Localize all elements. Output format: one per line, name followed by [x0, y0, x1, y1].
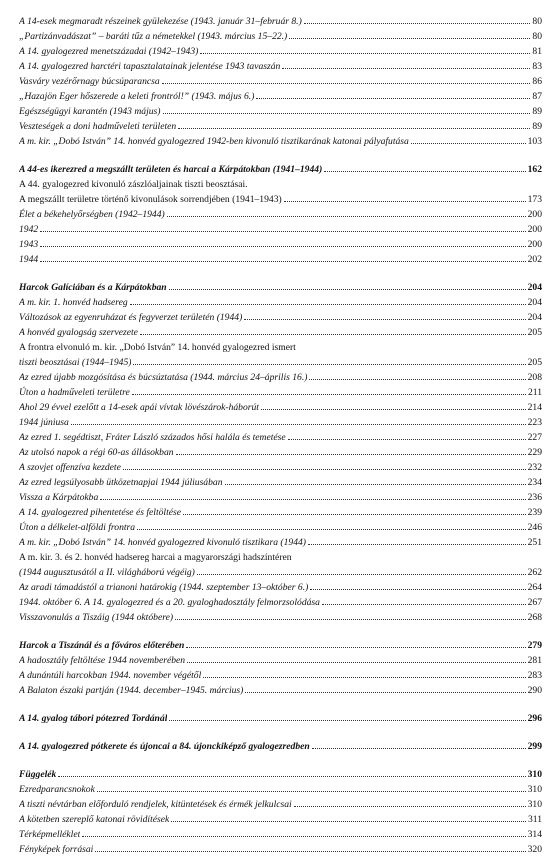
toc-page-number: 200 — [527, 239, 542, 250]
toc-entry — [19, 400, 542, 415]
toc-page-number: 296 — [527, 713, 542, 724]
toc-page-number: 281 — [527, 655, 542, 666]
toc-page-number: 268 — [527, 612, 542, 623]
toc-entry-title: Függelék — [19, 769, 57, 780]
dot-leader — [324, 171, 525, 172]
dot-leader — [169, 720, 525, 721]
toc-section-heading — [19, 767, 542, 782]
toc-page-number: 162 — [527, 164, 542, 175]
toc-entry — [19, 415, 542, 430]
toc-entry — [19, 134, 542, 149]
toc-entry-title: A Balaton északi partján (1944. december–1945. március) — [19, 685, 244, 696]
dot-leader — [97, 791, 526, 792]
toc-entry — [19, 207, 542, 222]
dot-leader — [322, 604, 526, 605]
toc-page-number: 80 — [532, 16, 542, 27]
toc-page-number: 314 — [527, 829, 542, 840]
toc-page-number: 200 — [527, 209, 542, 220]
toc-entry — [19, 74, 542, 89]
toc-page-number: 251 — [527, 537, 542, 548]
toc-page-number: 229 — [527, 447, 542, 458]
dot-leader — [132, 394, 526, 395]
toc-page-number: 310 — [527, 769, 542, 780]
dot-leader — [294, 806, 526, 807]
toc-entry-title: Élet a békehelyőrségben (1942–1944) — [19, 209, 165, 220]
toc-page-number: 227 — [527, 432, 542, 443]
dot-leader — [187, 662, 526, 663]
dot-leader — [304, 23, 531, 24]
toc-entry — [19, 595, 542, 610]
toc-page-number: 262 — [527, 567, 542, 578]
toc-entry-title: 1942 — [19, 224, 39, 235]
toc-entry — [19, 782, 542, 797]
toc-entry-title: Az ezred legsúlyosabb ütközetnapjai 1944 júliusában — [19, 477, 223, 488]
toc-page-number: 211 — [527, 387, 542, 398]
toc-entry-title: A hadosztály feltöltése 1944 novemberében — [19, 655, 186, 666]
dot-leader — [162, 83, 531, 84]
toc-entry — [19, 520, 542, 535]
toc-entry — [19, 490, 542, 505]
toc-entry-title: Úton a délkelet-alföldi frontra — [19, 522, 136, 533]
toc-entry — [19, 445, 542, 460]
dot-leader — [100, 499, 525, 500]
toc-entry-title: Úton a hadműveleti területre — [19, 387, 130, 398]
dot-leader — [310, 589, 525, 590]
toc-page-number: 234 — [527, 477, 542, 488]
toc-entry — [19, 192, 542, 207]
toc-page-number: 89 — [532, 121, 542, 132]
toc-entry — [19, 550, 542, 565]
toc-entry-title: A 14. gyalogezred harctéri tapasztalatainak jelentése 1943 tavaszán — [19, 61, 281, 72]
toc-entry-title: Ezredparancsnokok — [19, 784, 95, 795]
toc-entry-title: A 14-esek megmaradt részeinek gyülekezése (1943. január 31–február 8.) — [19, 16, 302, 27]
toc-page-number: 267 — [527, 597, 542, 608]
toc-entry-title: 1944 — [19, 254, 39, 265]
toc-entry-title: A szovjet offenzíva kezdete — [19, 462, 121, 473]
dot-leader — [284, 201, 526, 202]
toc-entry-title: A tiszti névtárban előforduló rendjelek, kitüntetések és érmék jelkulcsai — [19, 799, 292, 810]
toc-entry-title: Ahol 29 évvel ezelőtt a 14-esek apái vívtak lövészárok-háborút — [19, 402, 259, 413]
toc-entry-title: 1943 — [19, 239, 39, 250]
toc-entry — [19, 44, 542, 59]
dot-leader — [312, 748, 526, 749]
toc-page-number: 232 — [527, 462, 542, 473]
toc-entry-title: A 14. gyalogezred pihentetése és feltöltése — [19, 507, 181, 518]
dot-leader — [197, 574, 526, 575]
toc-entry-title: (1944 augusztusától a II. világháború végéig) — [19, 567, 195, 578]
toc-entry — [19, 252, 542, 267]
toc-section-heading — [19, 638, 542, 653]
toc-page-number: 205 — [527, 327, 542, 338]
dot-leader — [171, 821, 526, 822]
dot-leader — [169, 289, 526, 290]
toc-entry — [19, 505, 542, 520]
toc-page-number: 311 — [527, 814, 542, 825]
toc-entry-title: A m. kir. „Dobó István” 14. honvéd gyalogezred 1942-ben kivonuló tisztikarának katonai pályafutása — [19, 136, 409, 147]
toc-entry-title: Harcok a Tiszánál és a főváros előterében — [19, 640, 185, 651]
toc-entry-title: A megszállt területre történő kivonulások sorrendjében (1941–1943) — [19, 194, 282, 205]
dot-leader — [288, 439, 526, 440]
toc-page-number: 279 — [527, 640, 542, 651]
toc-entry-title: A 14. gyalog tábori pótezred Tordánál — [19, 713, 168, 724]
toc-entry — [19, 295, 542, 310]
dot-leader — [71, 424, 526, 425]
toc-entry-title: Egészségügyi karantén (1943 május) — [19, 106, 161, 117]
toc-entry-title: Az ezred 1. segédtiszt, Fráter László százados hősi halála és temetése — [19, 432, 286, 443]
toc-page-number: 310 — [527, 799, 542, 810]
toc-page-number: 86 — [532, 76, 542, 87]
toc-entry — [19, 827, 542, 842]
toc-entry-title: Vasváry vezérőrnagy búcsúparancsa — [19, 76, 160, 87]
toc-entry — [19, 119, 542, 134]
toc-entry — [19, 797, 542, 812]
toc-entry-title: A honvéd gyalogság szervezete — [19, 327, 138, 338]
toc-entry — [19, 325, 542, 340]
dot-leader — [178, 128, 530, 129]
section-gap — [19, 149, 542, 162]
toc-entry-title: A 14. gyalogezred pótkerete és újoncai a 84. újonckiképző gyalogezredben — [19, 741, 310, 752]
dot-leader — [130, 304, 526, 305]
toc-entry — [19, 610, 542, 625]
toc-entry-title: 1944. október 6. A 14. gyalogezred és a 20. gyaloghadosztály felmorzsolódása — [19, 597, 320, 608]
toc-page-number: 204 — [527, 282, 542, 293]
toc-page-number: 264 — [527, 582, 542, 593]
toc-page-number: 202 — [527, 254, 542, 265]
toc-page-number: 208 — [527, 372, 542, 383]
dot-leader — [411, 143, 526, 144]
toc-entry — [19, 29, 542, 44]
toc-entry — [19, 237, 542, 252]
dot-leader — [186, 647, 525, 648]
toc-section-heading — [19, 739, 542, 754]
dot-leader — [40, 246, 525, 247]
toc-entry — [19, 842, 542, 857]
dot-leader — [282, 68, 530, 69]
toc-page-number: 246 — [527, 522, 542, 533]
dot-leader — [225, 484, 526, 485]
dot-leader — [245, 692, 525, 693]
toc-page-number: 204 — [527, 312, 542, 323]
toc-entry — [19, 177, 542, 192]
toc-entry — [19, 355, 542, 370]
toc-page-number: 87 — [532, 91, 542, 102]
toc-entry — [19, 535, 542, 550]
toc-entry — [19, 340, 542, 355]
toc-section-heading — [19, 711, 542, 726]
toc-entry-title: Veszteségek a doni hadműveleti területen — [19, 121, 177, 132]
dot-leader — [82, 836, 525, 837]
dot-leader — [95, 851, 525, 852]
dot-leader — [183, 514, 526, 515]
toc-entry-title: A 14. gyalogezred menetszázadai (1942–1943) — [19, 46, 199, 57]
toc-entry-title: A 44. gyalogezred kivonuló zászlóaljainak tiszti beosztásai. — [19, 179, 248, 190]
toc-entry — [19, 580, 542, 595]
toc-entry — [19, 683, 542, 698]
toc-entry-title: Az aradi támadástól a trianoni határokig (1944. szeptember 13–október 6.) — [19, 582, 309, 593]
toc-entry — [19, 668, 542, 683]
toc-page-number: 283 — [527, 670, 542, 681]
dot-leader — [175, 619, 526, 620]
toc-entry-title: Visszavonulás a Tiszáig (1944 októbere) — [19, 612, 174, 623]
toc-entry-title: Térképmelléklet — [19, 829, 81, 840]
toc-page-number: 223 — [527, 417, 542, 428]
toc-page-number: 89 — [532, 106, 542, 117]
toc-page-number: 103 — [527, 136, 542, 147]
toc-entry-title: Vissza a Kárpátokba — [19, 492, 99, 503]
toc-entry-title: A m. kir. 3. és 2. honvéd hadsereg harcai a magyarországi hadszíntéren — [19, 552, 292, 563]
toc-page-number: 236 — [527, 492, 542, 503]
dot-leader — [40, 261, 525, 262]
dot-leader — [261, 409, 526, 410]
toc-page-number: 320 — [527, 844, 542, 855]
toc-entry-title: A m. kir. 1. honvéd hadsereg — [19, 297, 128, 308]
toc-entry-title: A kötetben szereplő katonai rövidítések — [19, 814, 170, 825]
toc-entry — [19, 812, 542, 827]
toc-entry-title: Az utolsó napok a régi 60-as állásokban — [19, 447, 174, 458]
toc-page-number: 239 — [527, 507, 542, 518]
dot-leader — [200, 53, 530, 54]
toc-entry-title: 1944 júniusa — [19, 417, 69, 428]
dot-leader — [163, 113, 531, 114]
toc-entry-title: A frontra elvonuló m. kir. „Dobó István” 14. honvéd gyalogezred ismert — [19, 342, 296, 353]
toc-section-heading — [19, 280, 542, 295]
toc-entry-title: Harcok Galíciában és a Kárpátokban — [19, 282, 167, 293]
toc-page-number: 173 — [527, 194, 542, 205]
dot-leader — [308, 544, 526, 545]
dot-leader — [40, 231, 525, 232]
toc-page-number: 204 — [527, 297, 542, 308]
toc-entry — [19, 430, 542, 445]
dot-leader — [140, 334, 526, 335]
toc-page-number: 310 — [527, 784, 542, 795]
toc-entry-title: Változások az egyenruházat és fegyverzet területén (1944) — [19, 312, 243, 323]
section-gap — [19, 267, 542, 280]
toc-entry — [19, 59, 542, 74]
dot-leader — [256, 98, 530, 99]
toc-entry-title: A dunántúli harcokban 1944. november végétől — [19, 670, 202, 681]
toc-entry-title: A 44-es ikerezred a megszállt területen és harcai a Kárpátokban (1941–1944) — [19, 164, 323, 175]
dot-leader — [289, 38, 530, 39]
toc-page-number: 80 — [532, 31, 542, 42]
toc-page-number: 214 — [527, 402, 542, 413]
toc-section-heading — [19, 162, 542, 177]
toc-entry-title: Az ezred újabb mozgósítása és búcsúztatása (1944. március 24–április 16.) — [19, 372, 308, 383]
dot-leader — [137, 529, 526, 530]
toc-page-number: 83 — [532, 61, 542, 72]
toc-entry — [19, 370, 542, 385]
toc-entry — [19, 385, 542, 400]
toc-entry-title: „Hazajön Eger hőszerede a keleti frontról!” (1943. május 6.) — [19, 91, 255, 102]
toc-page-number: 81 — [532, 46, 542, 57]
toc-entry — [19, 310, 542, 325]
toc-entry — [19, 89, 542, 104]
toc-entry-title: Fényképek forrásai — [19, 844, 94, 855]
toc-page-number: 205 — [527, 357, 542, 368]
dot-leader — [133, 364, 525, 365]
toc-entry — [19, 565, 542, 580]
toc-entry — [19, 104, 542, 119]
toc-entry-title: A m. kir. „Dobó István” 14. honvéd gyalogezred kivonuló tisztikara (1944) — [19, 537, 306, 548]
dot-leader — [123, 469, 526, 470]
section-gap — [19, 726, 542, 739]
dot-leader — [167, 216, 526, 217]
toc-entry — [19, 653, 542, 668]
dot-leader — [58, 776, 525, 777]
toc-entry — [19, 14, 542, 29]
section-gap — [19, 625, 542, 638]
dot-leader — [176, 454, 526, 455]
dot-leader — [244, 319, 525, 320]
toc-entry — [19, 460, 542, 475]
toc-page-number: 200 — [527, 224, 542, 235]
dot-leader — [309, 379, 525, 380]
section-gap — [19, 698, 542, 711]
toc-entry — [19, 222, 542, 237]
toc-entry — [19, 475, 542, 490]
toc-page-number: 299 — [527, 741, 542, 752]
dot-leader — [203, 677, 525, 678]
toc-page-number: 290 — [527, 685, 542, 696]
toc-entry-title: tiszti beosztásai (1944–1945) — [19, 357, 132, 368]
toc-entry-title: „Partizánvadászat” – baráti tűz a németekkel (1943. március 15–22.) — [19, 31, 288, 42]
